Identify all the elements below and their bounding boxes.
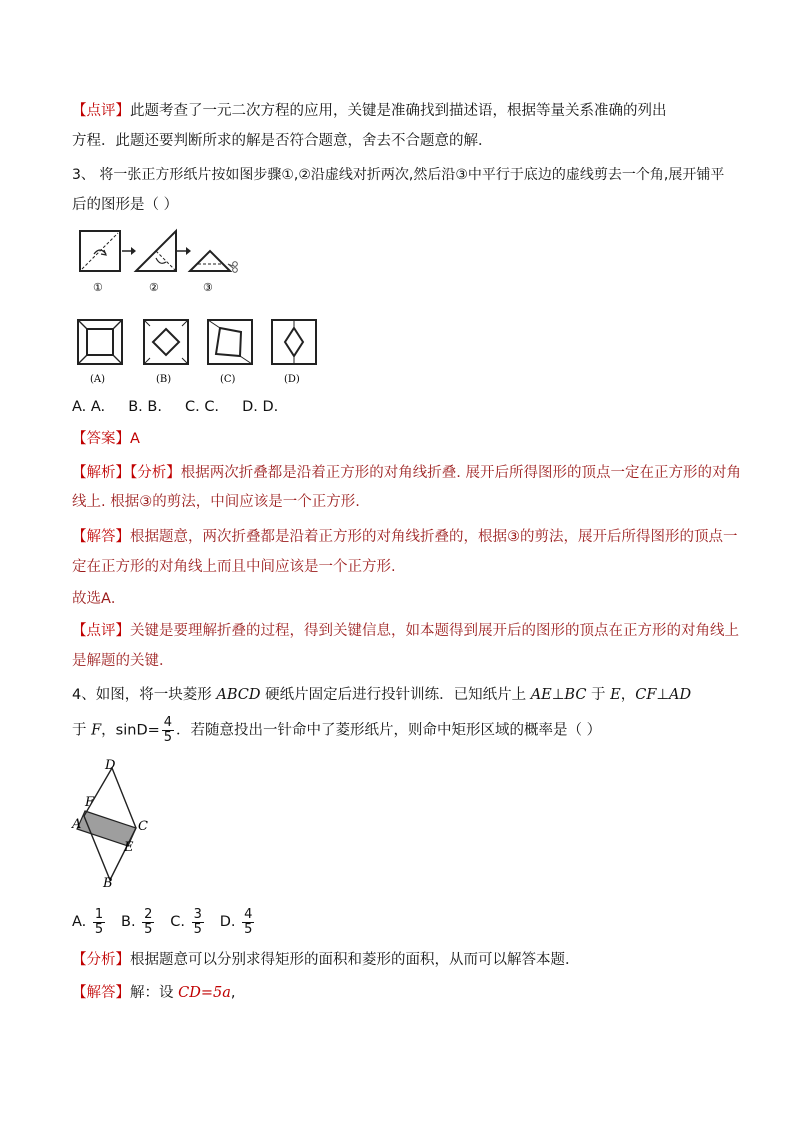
analysis-text-q4: 根据题意可以分别求得矩形的面积和菱形的面积，从而可以解答本题． [130, 952, 580, 968]
comment-tag-q3: 【点评】 [72, 623, 130, 639]
q3-comment-line-1 [72, 621, 739, 641]
q4-analysis-line [72, 950, 580, 970]
q3-solution-line-1 [72, 527, 738, 547]
q4-ad: AD [669, 687, 692, 703]
vertex-f: F [85, 795, 95, 810]
comment-text-1: 此题考查了一元二次方程的应用，关键是准确找到描述语，根据等量关系准确的列出 [130, 103, 667, 119]
choice-b-fraction [142, 908, 154, 937]
step-label-2: ② [149, 281, 159, 294]
q4-text-rest: ．若随意投出一针命中了菱形纸片，则命中矩形区域的概率是（ ） [176, 722, 602, 739]
q4-text-mid: 硬纸片固定后进行投针训练．已知纸片上 [260, 687, 531, 703]
fraction-numerator: 3 [193, 906, 202, 922]
fraction-numerator: 4 [244, 906, 253, 922]
choice-letter-a: A. [72, 914, 87, 930]
q4-e: E [610, 687, 621, 703]
choice-c-figure [208, 320, 252, 364]
choices-figure [76, 318, 326, 388]
answer-value: A [130, 431, 140, 447]
q3-stem-line-1: 3、 将一张正方形纸片按如图步骤①,②沿虚线对折两次,然后沿③中平行于底边的虚线剪去一个角,展开铺平 [72, 167, 725, 183]
q3-answer [72, 429, 140, 449]
fraction-denominator: 5 [244, 921, 253, 937]
q4-abcd: ABCD [216, 687, 261, 703]
q4-bc: BC [564, 687, 587, 703]
q4-stem-line-2 [72, 716, 601, 745]
step-3-small-triangle [190, 251, 230, 271]
q4-solution-line [72, 983, 235, 1003]
vertex-c: C [138, 819, 148, 834]
choice-c [170, 906, 206, 937]
step-label-1: ① [93, 281, 103, 294]
q3-options: A. A. B. B. C. C. D. D. [72, 399, 279, 415]
answer-tag: 【答案】 [72, 431, 130, 447]
solution-tag-q4: 【解答】 [72, 985, 130, 1001]
vertex-d: D [105, 758, 116, 773]
perp-symbol: ⊥ [656, 687, 670, 703]
analysis-text-1: 根据两次折叠都是沿着正方形的对角线折叠. 展开后所得图形的顶点一定在正方形的对角 [180, 465, 741, 481]
q4-yu-2: 于 [72, 722, 92, 739]
solution-text-q4: 解：设 [130, 985, 179, 1001]
q4-ae: AE [530, 687, 552, 703]
q4-stem-line-1 [72, 685, 691, 705]
q3-analysis-line-2: 线上. 根据③的剪法，中间应该是一个正方形. [72, 494, 360, 510]
analysis-tag-q4: 【分析】 [72, 952, 130, 968]
comment-line-2: 方程．此题还要判断所求的解是否符合题意，舍去不合题意的解． [72, 133, 493, 149]
arrow-icon [177, 247, 191, 255]
fraction-denominator: 5 [193, 921, 202, 937]
q4-text-prefix: 4、如图，将一块菱形 [72, 687, 217, 703]
step-2-triangle [136, 231, 176, 271]
choice-letter-c: C. [170, 914, 186, 930]
choice-a [72, 906, 107, 937]
choice-d-fraction [242, 908, 254, 937]
comment-text-q3-1: 关键是要理解折叠的过程，得到关键信息，如本题得到展开后的图形的顶点在正方形的对角线上 [130, 623, 739, 639]
q4-cf: CF [635, 687, 657, 703]
perp-symbol: ⊥ [551, 687, 565, 703]
choice-a-figure [78, 320, 122, 364]
step-label-3: ③ [203, 281, 213, 294]
comment-line-1 [72, 101, 667, 121]
arrow-icon [122, 247, 136, 255]
choice-label-d: (D) [284, 374, 300, 385]
q3-stem-line-2: 后的图形是（ ） [72, 197, 179, 213]
choice-b [121, 906, 156, 937]
choice-label-a: (A) [90, 374, 106, 385]
q3-solution-line-2: 定在正方形的对角线上而且中间应该是一个正方形. [72, 559, 396, 575]
fraction-numerator: 2 [144, 906, 153, 922]
fraction-denominator: 5 [94, 921, 104, 937]
vertex-b: B [103, 876, 113, 891]
solution-expr-q4: CD=5a [178, 985, 231, 1001]
fraction-numerator: 1 [94, 906, 104, 922]
q4-yu: 于 [586, 687, 611, 703]
choice-a-fraction [93, 908, 105, 937]
q3-comment-line-2: 是解题的关键． [72, 653, 174, 669]
choice-d [219, 906, 257, 937]
analysis-tag: 【解析】【分析】 [72, 465, 181, 481]
rhombus-figure [68, 756, 158, 892]
folding-steps-figure [76, 228, 246, 298]
q4-choices [72, 905, 256, 939]
choice-d-figure [272, 320, 316, 364]
fraction-numerator: 4 [163, 715, 173, 730]
q3-select-line: 故选A． [72, 591, 126, 607]
vertex-a: A [72, 817, 82, 832]
choice-label-b: (B) [156, 374, 172, 385]
step-1-square [80, 231, 120, 271]
comment-tag: 【点评】 [72, 103, 130, 119]
choice-label-c: (C) [220, 374, 236, 385]
fraction-denominator: 5 [144, 921, 153, 937]
choice-b-figure [144, 320, 188, 364]
vertex-e: E [124, 840, 134, 855]
q4-comma: ， [620, 687, 636, 703]
choice-letter-d: D. [219, 914, 236, 930]
solution-text-1: 根据题意，两次折叠都是沿着正方形的对角线折叠的，根据③的剪法，展开后所得图形的顶点一 [130, 529, 738, 545]
solution-tag: 【解答】 [72, 529, 130, 545]
solution-end-q4: , [230, 985, 236, 1001]
q3-analysis-line-1 [72, 463, 741, 483]
choice-letter-b: B. [121, 914, 136, 930]
sin-fraction [162, 716, 174, 745]
fraction-denominator: 5 [163, 730, 173, 745]
q4-f: F [91, 722, 102, 739]
q4-sin: ，sinD= [101, 722, 160, 739]
choice-c-fraction [192, 908, 204, 937]
